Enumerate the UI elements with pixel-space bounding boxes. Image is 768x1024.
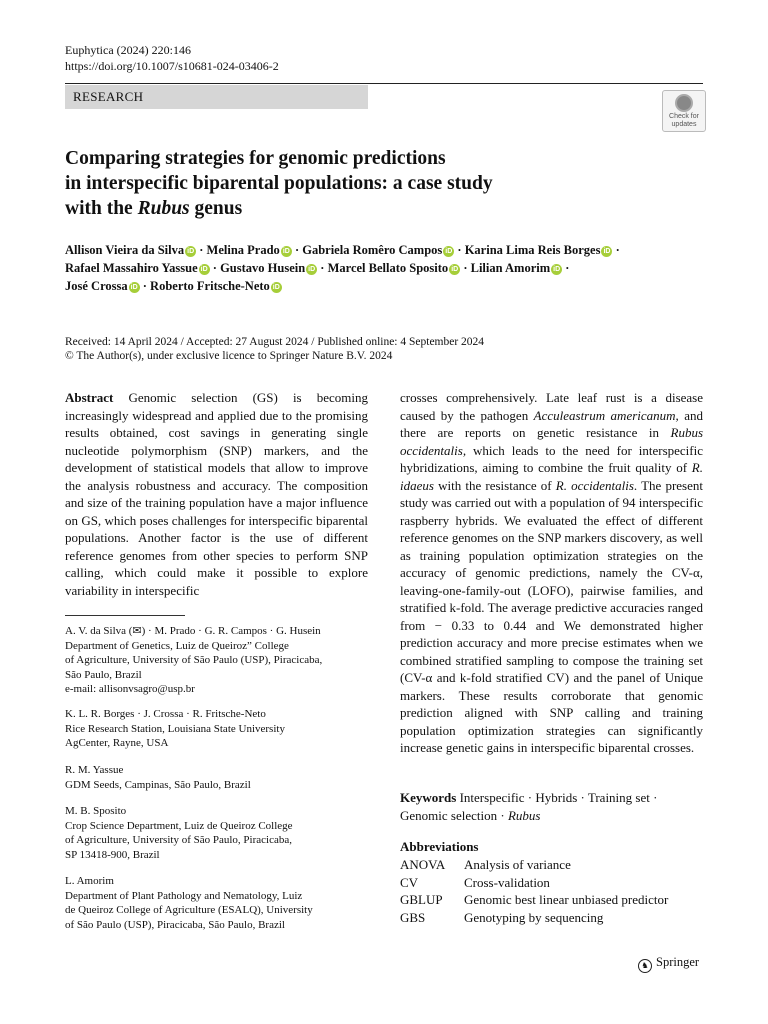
orcid-icon[interactable]: iD: [272, 284, 280, 291]
author-name[interactable]: Karina Lima Reis Borges: [464, 243, 601, 257]
orcid-icon[interactable]: iD: [200, 266, 208, 273]
orcid-icon[interactable]: iD: [130, 284, 138, 291]
affiliation-block: K. L. R. Borges · J. Crossa · R. Fritsche-Neto Rice Research Station, Louisiana State University AgCenter, Rayne, USA: [65, 708, 285, 749]
springer-horse-icon: ♞: [638, 959, 652, 973]
orcid-icon[interactable]: iD: [282, 248, 290, 255]
orcid-icon[interactable]: iD: [451, 266, 459, 273]
orcid-icon[interactable]: iD: [308, 266, 316, 273]
journal-header: [65, 42, 279, 74]
affiliation-block: L. Amorim Department of Plant Pathology and Nematology, Luiz de Queiroz College of Agriculture (ESALQ), University of São Paulo (USP), Piracicaba, São Paulo, Brazil: [65, 875, 313, 931]
section-label: RESEARCH: [65, 85, 368, 109]
abbreviations-list: [400, 856, 703, 926]
publisher-logo: ♞ Springer: [638, 955, 699, 973]
abstract-text: Genomic selection (GS) is becoming increasingly widespread and applied due to the promising results obtained, cost savings in generating single nucleotide polymorphism (SNP) markers, and the development of statistical models that allow to improve the analysis robustness and accuracy. The composition and size of the training population have a major influence on GS, which poses challenges for interspecific biparental populations. Another factor is the use of different reference genomes from other species to perform SNP calling, which could make it possible to explore variability in interspecific: [65, 390, 368, 598]
author-name[interactable]: Rafael Massahiro Yassue: [65, 261, 198, 275]
abstract-right-column: crosses comprehensively. Late leaf rust is a disease caused by the pathogen Acculeastrum americanum, and there are reports on genetic resistance in Rubus occidentalis, which leads to the need for interspecific hybridizations, aiming to combine the fruit quality of R. idaeus with the resistance of R. occidentalis. The present study was carried out with a population of 94 interspecific raspberry hybrids. We evaluated the effect of different reference genomes on the SNP markers discovery, as well as training population optimization strategies on the accuracy of genomic predictions, namely the CV-α, leaving-one-family-out (LOFO), pairwise families, and stratified k-fold. The average predictive accuracies ranged from − 0.33 to 0.44 and We demonstrated higher prediction accuracy and more precise estimates when we combined stratified sampling to compose the training set (CV-α and k-fold stratified CV) and the panel of Unique markers. These results corroborate that genomic prediction aligned with SNP calling and training population optimization strategies can significantly increase genetic gains in interspecific biparental crosses.: [400, 390, 703, 755]
author-name[interactable]: Lilian Amorim: [470, 261, 551, 275]
author-name[interactable]: Roberto Fritsche-Neto: [150, 279, 270, 293]
check-for-updates-badge[interactable]: Check for updates: [662, 90, 706, 132]
article-title: Comparing strategies for genomic predictions in interspecific biparental populations: a case study with the Rubus genus: [65, 148, 493, 219]
abbreviation-row: GBLUP Genomic best linear unbiased predictor: [400, 892, 669, 907]
orcid-icon[interactable]: iD: [187, 248, 195, 255]
email-link[interactable]: e-mail: allisonvsagro@usp.br: [65, 683, 195, 695]
abbreviations-title: Abbreviations: [400, 839, 479, 854]
abbreviation-row: CV Cross-validation: [400, 874, 550, 890]
author-list: Allison Vieira da Silva iD · Melina Prado iD · Gabriela Romêro Campos iD · Karina Lima Reis Borges iD · Rafael Massahiro Yassue iD · Gustavo Husein iD · Marcel Bellato Sposito iD · Lilian Amorim iD · José Crossa iD · Roberto Fritsche-Neto iD: [65, 243, 620, 293]
author-name[interactable]: Gustavo Husein: [220, 261, 306, 275]
abbreviation-row: GBS Genotyping by sequencing: [400, 909, 604, 925]
abstract-left-column: [65, 389, 368, 599]
affiliation-block: R. M. Yassue GDM Seeds, Campinas, São Paulo, Brazil: [65, 764, 251, 791]
footnote-rule: [65, 615, 185, 616]
doi-link[interactable]: https://doi.org/10.1007/s10681-024-03406-2: [65, 59, 279, 73]
affiliation-block: A. V. da Silva (✉) · M. Prado · G. R. Campos · G. Husein Department of Genetics, Luiz de Queiroz” College of Agriculture, University of São Paulo (USP), Piracicaba, São Paulo, Brazil e-mail: allisonvsagro@usp.br: [65, 624, 368, 697]
author-name[interactable]: José Crossa: [65, 279, 128, 293]
orcid-icon[interactable]: iD: [553, 266, 561, 273]
journal-citation: Euphytica (2024) 220:146: [65, 43, 191, 57]
abbreviation-row: ANOVA Analysis of variance: [400, 857, 571, 872]
abstract-label: Abstract: [65, 390, 114, 405]
keywords: Keywords Interspecific · Hybrids · Training set · Genomic selection · Rubus: [400, 790, 658, 823]
orcid-icon[interactable]: iD: [445, 248, 453, 255]
author-name[interactable]: Marcel Bellato Sposito: [327, 261, 449, 275]
author-name[interactable]: Melina Prado: [206, 243, 280, 257]
publication-dates: Received: 14 April 2024 / Accepted: 27 August 2024 / Published online: 4 September 2024 © The Author(s), under exclusive licence to Springer Nature B.V. 2024: [65, 336, 485, 362]
affiliation-block: M. B. Sposito Crop Science Department, Luiz de Queiroz College of Agriculture, University of São Paulo, Piracicaba, SP 13418-900, Brazil: [65, 805, 293, 861]
author-name[interactable]: Gabriela Romêro Campos: [302, 243, 443, 257]
author-name[interactable]: Allison Vieira da Silva: [65, 243, 185, 257]
header-rule: [65, 83, 703, 84]
orcid-icon[interactable]: iD: [603, 248, 611, 255]
check-updates-icon: [675, 94, 693, 112]
